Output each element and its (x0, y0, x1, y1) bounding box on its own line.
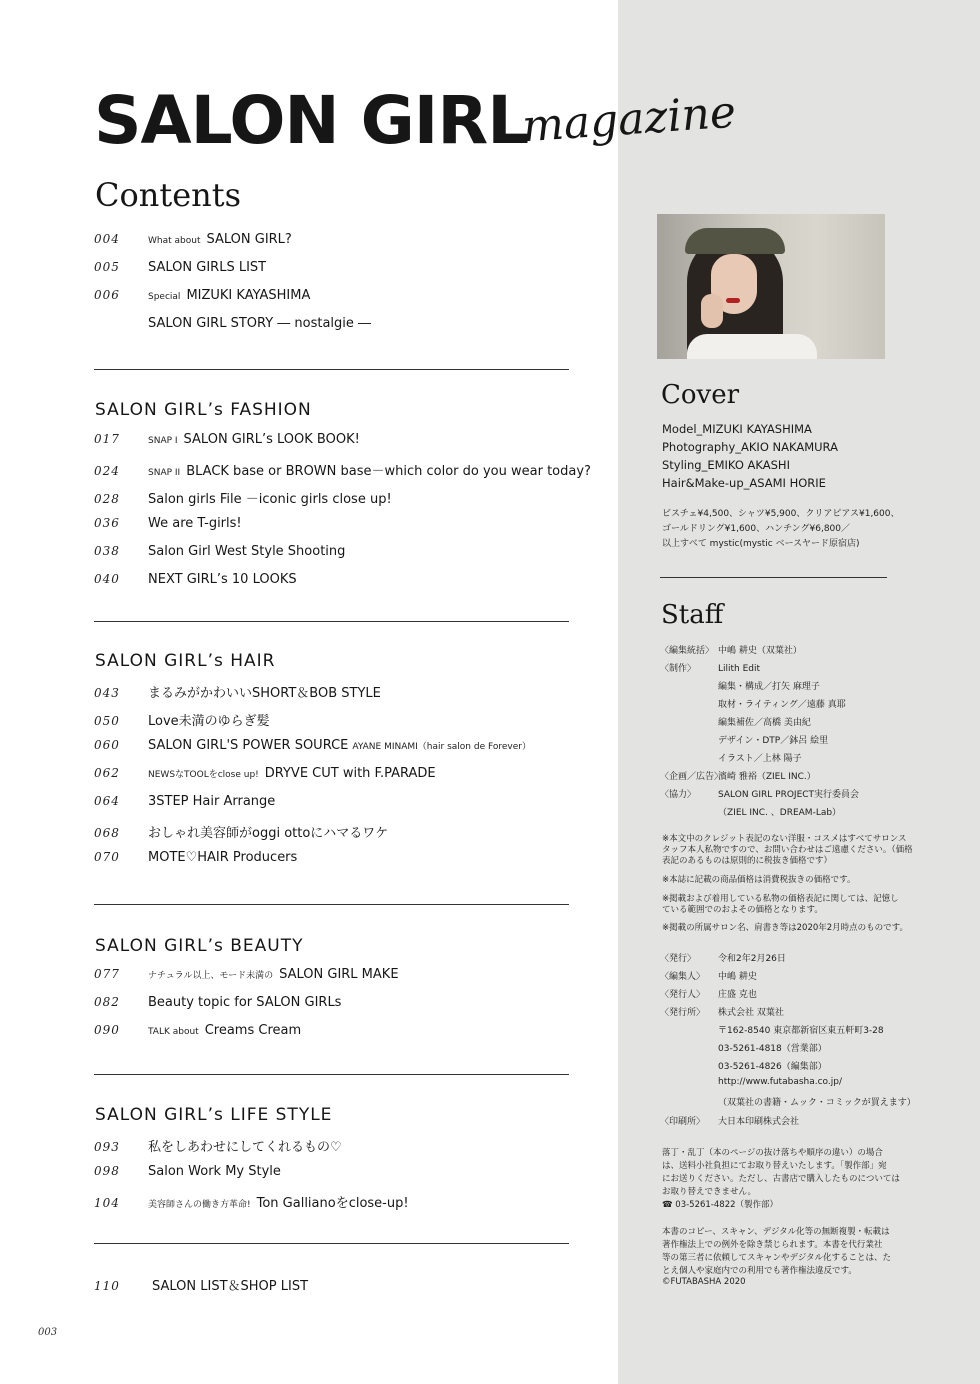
item-title: BLACK base or BROWN base－which color do you wear today? (186, 464, 591, 479)
item-title: Love未満のゆらぎ髪 (148, 714, 270, 729)
publish-value: 03-5261-4826（編集部） (718, 1062, 827, 1072)
page-num: 036 (94, 516, 120, 530)
footer-line: とえ個人や家庭内での利用でも著作権法違反です。 (662, 1266, 857, 1276)
item-title: Salon Girl West Style Shooting (148, 544, 346, 559)
page-num: 093 (94, 1140, 120, 1154)
toc-row[interactable] (94, 488, 392, 510)
item-title: Salon Work My Style (148, 1164, 281, 1179)
cover-heading: Cover (661, 380, 740, 410)
item-title: SALON GIRL STORY ― nostalgie ― (148, 316, 372, 331)
publish-value: 令和2年2月26日 (718, 954, 786, 964)
item-title: SALON GIRL’s LOOK BOOK! (183, 432, 360, 447)
staff-value: デザイン・DTP／鉢呂 絵里 (718, 736, 829, 746)
staff-label: 〈協力〉 (660, 790, 697, 800)
item-title: 3STEP Hair Arrange (148, 794, 276, 809)
cover-photo (657, 214, 885, 359)
page-num: 060 (94, 738, 120, 752)
toc-row[interactable] (94, 288, 310, 310)
toc-row[interactable] (94, 967, 399, 989)
staff-value: SALON GIRL PROJECT実行委員会 (718, 790, 860, 800)
publish-row (660, 1023, 884, 1037)
item-title: NEXT GIRL’s 10 LOOKS (148, 572, 297, 587)
staff-row (660, 751, 802, 765)
publish-value: 大日本印刷株式会社 (718, 1117, 800, 1127)
section-divider (94, 1074, 569, 1075)
page-num: 090 (94, 1023, 120, 1037)
section-title-fashion: SALON GIRL’s FASHION (95, 400, 312, 420)
publish-value: （双葉社の書籍・ムック・コミックが買えます） (718, 1098, 916, 1108)
staff-heading: Staff (661, 600, 724, 630)
toc-row[interactable] (94, 995, 341, 1017)
item-prefix: What about (148, 236, 201, 246)
staff-row (660, 643, 802, 657)
toc-row[interactable] (94, 316, 371, 338)
toc-row[interactable] (94, 794, 275, 816)
publish-label: 〈発行所〉 (660, 1008, 706, 1018)
footer-line: 落丁・乱丁（本のページの抜け落ちや順序の違い）の場合 (662, 1148, 883, 1158)
item-title: おしゃれ美容師がoggi ottoにハマるワケ (148, 826, 389, 841)
staff-row (660, 787, 859, 801)
item-title: 私をしあわせにしてくれるもの♡ (148, 1140, 342, 1155)
page-num: 110 (94, 1279, 120, 1293)
item-prefix: 美容師さんの働き方革命! (148, 1200, 251, 1210)
staff-row (660, 697, 846, 711)
staff-value: （ZIEL INC. 、DREAM-Lab） (718, 808, 842, 818)
toc-row[interactable] (94, 1023, 301, 1045)
magazine-title: SALON GIRL (94, 82, 529, 159)
cover-credit: Hair&Make-up_ASAMI HORIE (662, 476, 826, 490)
item-title: SALON GIRL MAKE (279, 967, 399, 982)
publish-row (660, 1077, 842, 1091)
staff-note: ※本誌に記載の商品価格は消費税抜きの価格です。 (662, 875, 856, 885)
publish-row (660, 969, 757, 983)
publish-value: 03-5261-4818（営業部） (718, 1044, 827, 1054)
item-title: We are T-girls! (148, 516, 242, 531)
section-divider (94, 621, 569, 622)
page-num: 004 (94, 232, 120, 246)
toc-row[interactable] (94, 1275, 308, 1297)
item-title: DRYVE CUT with F.PARADE (264, 766, 436, 781)
publish-row (660, 1059, 827, 1073)
toc-row[interactable] (94, 1164, 281, 1186)
footer-line: ☎ 03-5261-4822（製作部） (662, 1200, 779, 1210)
staff-note: ※掲載の所属サロン名、肩書き等は2020年2月時点のものです。 (662, 923, 908, 933)
item-prefix: NEWSなTOOLをclose up! (148, 770, 259, 780)
toc-row[interactable] (94, 710, 270, 732)
staff-note: 表記のあるものは原則的に税抜き価格です） (662, 856, 833, 866)
staff-value: 濱崎 雅裕（ZIEL INC.） (718, 772, 816, 782)
item-title: まるみがかわいいSHORT＆BOB STYLE (148, 686, 381, 701)
cover-credit: Styling_EMIKO AKASHI (662, 458, 790, 472)
staff-row (660, 805, 841, 819)
staff-value: 編集・構成／打矢 麻理子 (718, 682, 820, 692)
publish-value: 株式会社 双葉社 (718, 1008, 784, 1018)
item-title: Beauty topic for SALON GIRLs (148, 995, 342, 1010)
section-divider (94, 1243, 569, 1244)
photo-shirt-shape (687, 334, 817, 359)
publish-row (660, 1114, 799, 1128)
staff-value: 取材・ライティング／遠藤 真耶 (718, 700, 846, 710)
publish-row (660, 1041, 827, 1055)
toc-row[interactable] (94, 516, 242, 538)
page-num: 082 (94, 995, 120, 1009)
staff-label: 〈企画／広告〉 (660, 772, 724, 782)
toc-row[interactable] (94, 1136, 342, 1158)
toc-row[interactable] (94, 822, 388, 844)
item-title: Salon girls File －iconic girls close up! (148, 492, 392, 507)
page-number: 003 (38, 1327, 58, 1338)
staff-note: ※掲載および着用している私物の価格表記に関しては、記憶し (662, 894, 899, 904)
item-prefix: SNAP I (148, 436, 178, 446)
cover-price-line: ゴールドリング¥1,600、ハンチング¥6,800／ (662, 524, 850, 534)
item-prefix: Special (148, 292, 181, 302)
footer-line: にお送りください。ただし、古書店で購入したものについては (662, 1174, 900, 1184)
staff-row (660, 661, 760, 675)
page-num: 043 (94, 686, 120, 700)
cover-credit: Photography_AKIO NAKAMURA (662, 440, 838, 454)
page-num: 006 (94, 288, 120, 302)
publish-label: 〈発行〉 (660, 954, 697, 964)
staff-label: 〈制作〉 (660, 664, 697, 674)
publish-label: 〈発行人〉 (660, 990, 706, 1000)
publish-label: 〈印刷所〉 (660, 1117, 706, 1127)
toc-row[interactable] (94, 1192, 409, 1214)
staff-row (660, 679, 820, 693)
footer-line: お取り替えできません。 (662, 1187, 757, 1197)
staff-label: 〈編集統括〉 (660, 646, 715, 656)
staff-value: 中嶋 耕史（双葉社） (718, 646, 802, 656)
footer-line: 等の第三者に依頼してスキャンやデジタル化することは、た (662, 1253, 891, 1263)
page-num: 104 (94, 1196, 120, 1210)
page-num: 068 (94, 826, 120, 840)
section-title-lifestyle: SALON GIRL’s LIFE STYLE (95, 1105, 333, 1125)
photo-hat-shape (685, 228, 785, 254)
page-num: 070 (94, 850, 120, 864)
footer-line: 著作権法上での例外を除き禁じられます。本書を代行業社 (662, 1240, 883, 1250)
staff-value: Lilith Edit (718, 664, 761, 674)
item-suffix: AYANE MINAMI（hair salon de Forever） (352, 742, 531, 752)
section-divider (94, 369, 569, 370)
staff-note: ※本文中のクレジット表記のない洋服・コスメはすべてサロンス (662, 834, 907, 844)
photo-lips-shape (726, 298, 740, 303)
page-num: 017 (94, 432, 120, 446)
copyright: ©FUTABASHA 2020 (662, 1277, 746, 1287)
section-divider (94, 904, 569, 905)
publish-label: 〈編集人〉 (660, 972, 706, 982)
toc-row[interactable] (94, 738, 531, 760)
item-title: SALON GIRLS LIST (148, 260, 267, 275)
photo-hand-shape (701, 294, 723, 328)
toc-row[interactable] (94, 682, 381, 704)
toc-row[interactable] (94, 544, 345, 566)
publish-value: 〒162-8540 東京都新宿区東五軒町3-28 (718, 1026, 884, 1036)
page-num: 024 (94, 464, 120, 478)
item-prefix: SNAP II (148, 468, 181, 478)
publish-value: 中嶋 耕史 (718, 972, 757, 982)
item-title: SALON GIRL'S POWER SOURCE (148, 738, 349, 753)
staff-row (660, 715, 811, 729)
footer-line: は、送料小社負担にてお取り替えいたします。「製作部」宛 (662, 1161, 887, 1171)
item-title: MIZUKI KAYASHIMA (186, 288, 311, 303)
cover-price-line: 以上すべて mystic(mystic ベースヤード原宿店) (662, 539, 860, 549)
sidebar-divider (660, 577, 887, 578)
cover-price-line: ビスチェ¥4,500、シャツ¥5,900、クリアピアス¥1,600、 (662, 509, 900, 519)
staff-row (660, 769, 816, 783)
publish-row (660, 1095, 916, 1109)
toc-row[interactable] (94, 766, 436, 788)
publish-row (660, 951, 786, 965)
item-prefix: ナチュラル以上、モード未満の (148, 971, 274, 981)
staff-note: タッフ本人私物ですので、お問い合わせはご遠慮ください。（価格 (662, 845, 913, 855)
item-title: SALON GIRL? (206, 232, 292, 247)
publisher-url[interactable]: http://www.futabasha.co.jp/ (718, 1077, 843, 1087)
page-num: 077 (94, 967, 120, 981)
staff-row (660, 733, 828, 747)
toc-row[interactable] (94, 572, 297, 594)
cover-credit: Model_MIZUKI KAYASHIMA (662, 422, 812, 436)
toc-row[interactable] (94, 232, 292, 254)
publish-value: 庄盛 克也 (718, 990, 757, 1000)
item-title: SALON LIST＆SHOP LIST (152, 1279, 309, 1294)
magazine-subtitle: magazine (520, 86, 738, 153)
item-title: Creams Cream (204, 1023, 302, 1038)
item-title: Ton Gallianoをclose-up! (256, 1196, 409, 1211)
staff-value: イラスト／上林 陽子 (718, 754, 802, 764)
section-title-beauty: SALON GIRL’s BEAUTY (95, 936, 304, 956)
section-title-hair: SALON GIRL’s HAIR (95, 651, 276, 671)
page-num: 050 (94, 714, 120, 728)
publish-row (660, 1005, 784, 1019)
page-num: 038 (94, 544, 120, 558)
toc-row[interactable] (94, 260, 266, 282)
page-num: 040 (94, 572, 120, 586)
page-num: 028 (94, 492, 120, 506)
item-title: MOTE♡HAIR Producers (148, 850, 298, 865)
footer-line: 本書のコピー、スキャン、デジタル化等の無断複製・転載は (662, 1227, 890, 1237)
page-num: 005 (94, 260, 120, 274)
publish-row (660, 987, 757, 1001)
contents-heading: Contents (95, 176, 242, 214)
staff-note: ている範囲でのおよその価格となります。 (662, 905, 823, 915)
page-num: 064 (94, 794, 120, 808)
toc-row[interactable] (94, 850, 297, 872)
staff-value: 編集補佐／高橋 美由紀 (718, 718, 811, 728)
page-num: 098 (94, 1164, 120, 1178)
toc-row[interactable] (94, 460, 591, 482)
toc-row[interactable] (94, 432, 360, 454)
page-num: 062 (94, 766, 120, 780)
item-prefix: TALK about (148, 1027, 199, 1037)
